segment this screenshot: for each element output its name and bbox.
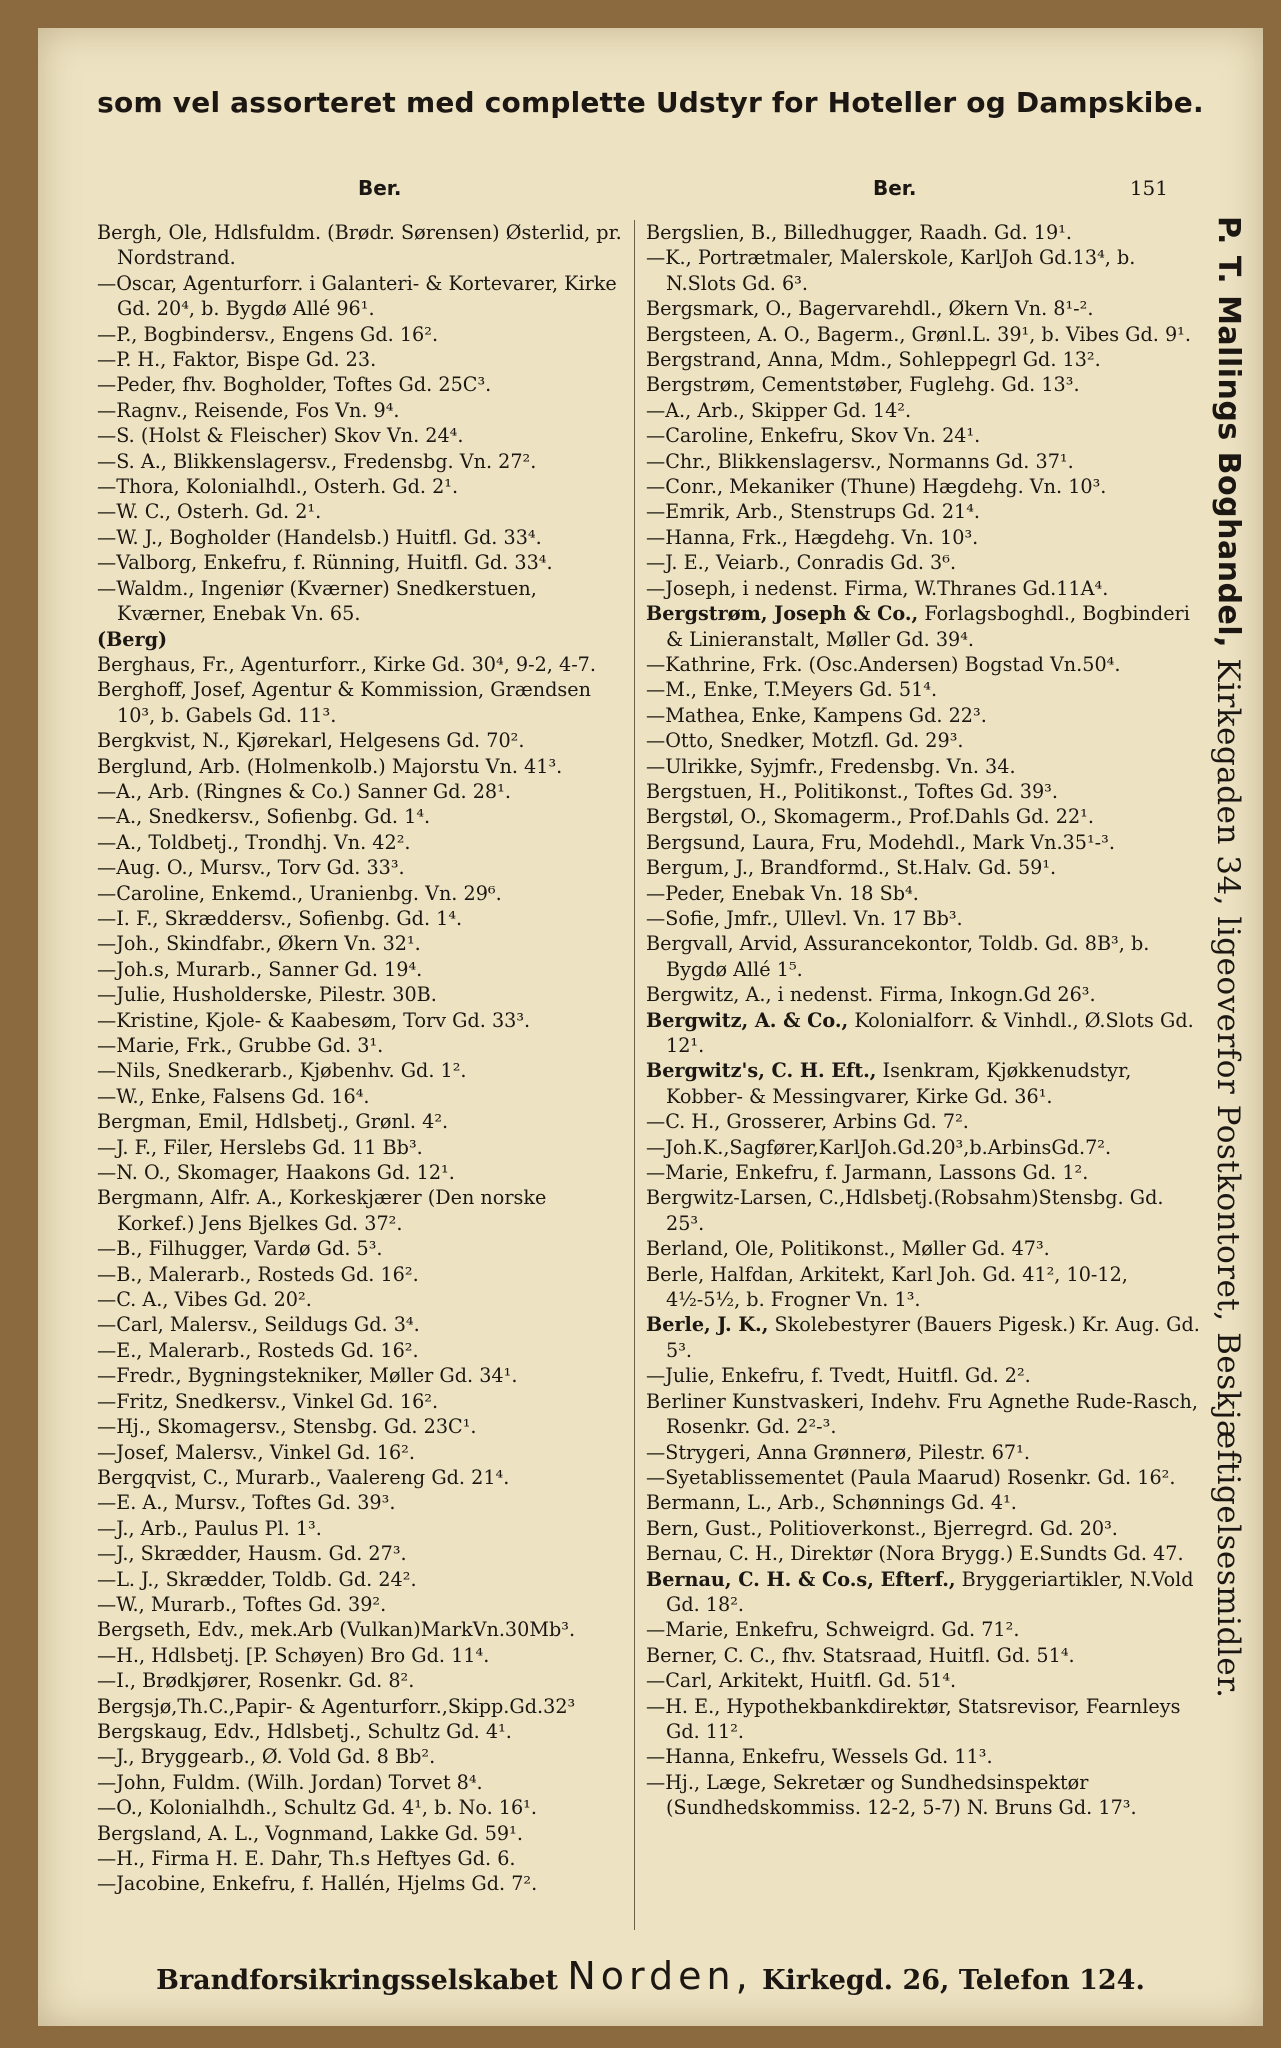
directory-entry: —Peder, Enebak Vn. 18 Sb⁴.: [646, 881, 919, 905]
directory-entry: —Caroline, Enkemd., Uranienbg. Vn. 29⁶.: [97, 881, 502, 905]
directory-entry: Bergwitz's, C. H. Eft., Isenkram, Kjøkkenudstyr, Kobber- & Messingvarer, Kirke Gd. 36¹.: [646, 1059, 1132, 1108]
directory-entry: Bergwitz, A. & Co., Kolonialforr. & Vinhdl., Ø.Slots Gd. 12¹.: [646, 1008, 1194, 1057]
side-ad-bookshop-name: P. T. Mallings Boghandel,: [1211, 216, 1246, 649]
bottom-ad-address: Kirkegd. 26, Telefon 124.: [752, 1965, 1145, 1996]
directory-entry: —Marie, Enkefru, f. Jarmann, Lassons Gd. 1².: [646, 1161, 1089, 1185]
directory-entry: Bergstuen, H., Politikonst., Toftes Gd. 39³.: [646, 779, 1058, 803]
directory-entry: Bergwitz, A., i nedenst. Firma, Inkogn.Gd 26³.: [646, 983, 1096, 1007]
directory-entry: Bergstrand, Anna, Mdm., Sohleppegrl Gd. 13².: [646, 348, 1101, 372]
top-advertisement-banner: som vel assorteret med complette Udstyr for Hoteller og Dampskibe.: [97, 86, 1204, 119]
directory-entry: —I. F., Skræddersv., Sofienbg. Gd. 1⁴.: [97, 906, 463, 930]
left-column: [97, 220, 627, 1897]
directory-entry: —J., Skrædder, Hausm. Gd. 27³.: [97, 1542, 407, 1566]
directory-entry: —P., Bogbindersv., Engens Gd. 16².: [97, 322, 439, 346]
directory-entry: —Marie, Frk., Grubbe Gd. 3¹.: [97, 1034, 384, 1057]
directory-entry: —Joseph, i nedenst. Firma, W.Thranes Gd.11A⁴.: [646, 576, 1109, 600]
directory-entry: Bergstrøm, Joseph & Co., Forlagsboghdl., Bogbinderi & Linieranstalt, Møller Gd. 39⁴.: [646, 602, 1190, 651]
entry-firm-name: Bergwitz's, C. H. Eft.,: [646, 1059, 877, 1083]
entry-firm-name: Bernau, C. H. & Co.s, Efterf.,: [646, 1567, 956, 1591]
directory-entry: —Fritz, Snedkersv., Vinkel Gd. 16².: [97, 1389, 439, 1413]
directory-entry: —B., Malerarb., Rosteds Gd. 16².: [97, 1262, 419, 1286]
directory-entry: —Sofie, Jmfr., Ullevl. Vn. 17 Bb³.: [646, 906, 963, 930]
directory-entry: —C. A., Vibes Gd. 20².: [97, 1288, 312, 1312]
directory-entry: —Chr., Blikkenslagersv., Normanns Gd. 37¹.: [646, 449, 1074, 473]
directory-entry: Bergstrøm, Cementstøber, Fuglehg. Gd. 13³.: [646, 373, 1080, 397]
directory-entry: —Joh.K.,Sagfører,KarlJoh.Gd.20³,b.ArbinsGd.7².: [646, 1135, 1112, 1159]
directory-entry: —W., Enke, Falsens Gd. 16⁴.: [97, 1084, 370, 1108]
directory-entry: —J. E., Veiarb., Conradis Gd. 3⁶.: [646, 551, 957, 575]
directory-entry: Bergskaug, Edv., Hdlsbetj., Schultz Gd. 4¹.: [97, 1719, 512, 1743]
directory-entry: —Kathrine, Frk. (Osc.Andersen) Bogstad Vn.50⁴.: [646, 652, 1121, 676]
directory-entry: Bergvall, Arvid, Assurancekontor, Toldb. Gd. 8B³, b. Bygdø Allé 1⁵.: [646, 932, 1150, 981]
directory-entry: —Hj., Skomagersv., Stensbg. Gd. 23C¹.: [97, 1415, 477, 1439]
directory-entry: Bergsmark, O., Bagervarehdl., Økern Vn. 8¹-².: [646, 297, 1094, 321]
bottom-ad-brand: Norden,: [567, 1954, 753, 1998]
directory-entry: Berghoff, Josef, Agentur & Kommission, Grændsen 10³, b. Gabels Gd. 11³.: [97, 678, 591, 727]
directory-entry: —Peder, fhv. Bogholder, Toftes Gd. 25C³.: [97, 373, 492, 397]
directory-entry: Bergsund, Laura, Fru, Modehdl., Mark Vn.35¹-³.: [646, 830, 1115, 854]
directory-entry: —O., Kolonialhdh., Schultz Gd. 4¹, b. No. 16¹.: [97, 1796, 537, 1820]
directory-entry: —Josef, Malersv., Vinkel Gd. 16².: [97, 1440, 415, 1464]
right-column-header: Ber.: [873, 176, 917, 200]
directory-entry: —Kristine, Kjole- & Kaabesøm, Torv Gd. 33³.: [97, 1008, 531, 1032]
directory-entry: —P. H., Faktor, Bispe Gd. 23.: [97, 348, 377, 372]
entry-firm-name: Bergstrøm, Joseph & Co.,: [646, 602, 919, 626]
directory-entry: —Thora, Kolonialhdl., Osterh. Gd. 2¹.: [97, 475, 459, 499]
directory-entry: —Julie, Husholderske, Pilestr. 30B.: [97, 983, 437, 1007]
directory-entry: —Otto, Snedker, Motzfl. Gd. 29³.: [646, 729, 964, 753]
directory-entry: —E. A., Mursv., Toftes Gd. 39³.: [97, 1491, 396, 1515]
directory-entry: —A., Snedkersv., Sofienbg. Gd. 1⁴.: [97, 805, 431, 829]
directory-entry: Berglund, Arb. (Holmenkolb.) Majorstu Vn. 41³.: [97, 754, 563, 778]
directory-entry: —S. A., Blikkenslagersv., Fredensbg. Vn. 27².: [97, 449, 537, 473]
directory-entry: —W., Murarb., Toftes Gd. 39².: [97, 1592, 387, 1616]
directory-entry: —Conr., Mekaniker (Thune) Hægdehg. Vn. 10³.: [646, 475, 1107, 499]
directory-entry: —L. J., Skrædder, Toldb. Gd. 24².: [97, 1567, 417, 1591]
side-ad-details: Kirkegaden 34, ligeoverfor Postkontoret, Beskjæftigelsesmidler.: [1210, 648, 1246, 1699]
directory-entry: Bergkvist, N., Kjørekarl, Helgesens Gd. 70².: [97, 729, 525, 753]
entry-firm-name: Berle, J. K.,: [646, 1313, 769, 1337]
directory-entry: Bern, Gust., Politioverkonst., Bjerregrd. Gd. 20³.: [646, 1516, 1118, 1540]
directory-entry: Bergwitz-Larsen, C.,Hdlsbetj.(Robsahm)Stensbg. Gd. 25³.: [646, 1186, 1164, 1235]
directory-entry: —C. H., Grosserer, Arbins Gd. 7².: [646, 1110, 969, 1134]
directory-entry: —Carl, Malersv., Seildugs Gd. 3⁴.: [97, 1313, 420, 1337]
directory-entry: —W. C., Osterh. Gd. 2¹.: [97, 500, 322, 524]
directory-entry: Berle, Halfdan, Arkitekt, Karl Joh. Gd. 41², 10-12, 4½-5½, b. Frogner Vn. 1³.: [646, 1262, 1128, 1312]
directory-entry: —J., Arb., Paulus Pl. 1³.: [97, 1516, 322, 1540]
directory-entry: —Syetablissementet (Paula Maarud) Rosenkr. Gd. 16².: [646, 1465, 1176, 1489]
directory-page: [38, 28, 1263, 2026]
directory-entry: —A., Toldbetj., Trondhj. Vn. 42².: [97, 830, 411, 854]
directory-entry: Berland, Ole, Politikonst., Møller Gd. 47³.: [646, 1237, 1050, 1261]
directory-entry: —Joh.s, Murarb., Sanner Gd. 19⁴.: [97, 957, 423, 981]
directory-entry: —Hj., Læge, Sekretær og Sundhedsinspektør (Sundhedskommiss. 12-2, 5-7) N. Bruns Gd. 17³.: [646, 1770, 1137, 1820]
directory-entry: Berle, J. K., Skolebestyrer (Bauers Pigesk.) Kr. Aug. Gd. 5³.: [646, 1313, 1200, 1362]
directory-entry: —Emrik, Arb., Stenstrups Gd. 21⁴.: [646, 500, 981, 524]
directory-entry: Bergh, Ole, Hdlsfuldm. (Brødr. Sørensen) Østerlid, pr. Nordstrand.: [97, 221, 622, 270]
directory-entry: —Hanna, Enkefru, Wessels Gd. 11³.: [646, 1745, 993, 1769]
directory-entry: —Julie, Enkefru, f. Tvedt, Huitfl. Gd. 2².: [646, 1364, 1031, 1388]
directory-entry: Berner, C. C., fhv. Statsraad, Huitfl. Gd. 51⁴.: [646, 1643, 1075, 1667]
left-column-header: Ber.: [358, 176, 402, 200]
directory-entry: —Ulrikke, Syjmfr., Fredensbg. Vn. 34.: [646, 754, 1016, 778]
directory-entry: —J., Bryggearb., Ø. Vold Gd. 8 Bb².: [97, 1745, 436, 1769]
directory-entry: —H. E., Hypothekbankdirektør, Statsrevisor, Fearnleys Gd. 11².: [646, 1694, 1181, 1743]
directory-entry: —Waldm., Ingeniør (Kværner) Snedkerstuen, Kværner, Enebak Vn. 65.: [97, 576, 537, 626]
directory-entry: —W. J., Bogholder (Handelsb.) Huitfl. Gd. 33⁴.: [97, 525, 542, 549]
directory-entry: —Oscar, Agenturforr. i Galanteri- & Kortevarer, Kirke Gd. 20⁴, b. Bygdø Allé 96¹.: [97, 271, 617, 321]
side-advertisement: [1198, 216, 1256, 1986]
directory-entry: —A., Arb., Skipper Gd. 14².: [646, 398, 912, 422]
bottom-advertisement-banner: [38, 1954, 1263, 1998]
directory-entry: —Fredr., Bygningstekniker, Møller Gd. 34¹.: [97, 1364, 518, 1388]
directory-entry: —N. O., Skomager, Haakons Gd. 12¹.: [97, 1161, 455, 1185]
directory-entry: —J. F., Filer, Herslebs Gd. 11 Bb³.: [97, 1135, 423, 1159]
directory-entry: —Marie, Enkefru, Schweigrd. Gd. 71².: [646, 1618, 1020, 1642]
directory-entry: —Nils, Snedkerarb., Kjøbenhv. Gd. 1².: [97, 1059, 467, 1083]
side-advertisement-text: [1208, 216, 1248, 1698]
directory-entry: —Ragnv., Reisende, Fos Vn. 9⁴.: [97, 398, 400, 422]
entry-firm-name: Bergwitz, A. & Co.,: [646, 1008, 849, 1032]
directory-entry: Bergqvist, C., Murarb., Vaalereng Gd. 21⁴.: [97, 1465, 510, 1489]
directory-entry: Bernau, C. H. & Co.s, Efterf., Bryggeriartikler, N.Vold Gd. 18².: [646, 1567, 1194, 1616]
directory-entry: —E., Malerarb., Rosteds Gd. 16².: [97, 1338, 419, 1362]
directory-entry: —Carl, Arkitekt, Huitfl. Gd. 51⁴.: [646, 1669, 957, 1693]
directory-entry: —K., Portrætmaler, Malerskole, KarlJoh Gd.13⁴, b. N.Slots Gd. 6³.: [646, 246, 1136, 295]
directory-entry: —H., Firma H. E. Dahr, Th.s Heftyes Gd. 6.: [97, 1847, 516, 1870]
directory-entry: —A., Arb. (Ringnes & Co.) Sanner Gd. 28¹.: [97, 779, 511, 803]
directory-entry: —Hanna, Frk., Hægdehg. Vn. 10³.: [646, 525, 979, 549]
directory-entry: Bergum, J., Brandformd., St.Halv. Gd. 59¹.: [646, 856, 1057, 880]
directory-entry: —Caroline, Enkefru, Skov Vn. 24¹.: [646, 424, 981, 448]
directory-entry: —Aug. O., Mursv., Torv Gd. 33³.: [97, 856, 405, 880]
page-number: 151: [1129, 176, 1168, 200]
directory-entry: Berliner Kunstvaskeri, Indehv. Fru Agnethe Rude-Rasch, Rosenkr. Gd. 2²-³.: [646, 1389, 1198, 1439]
directory-entry: Bergmann, Alfr. A., Korkeskjærer (Den norske Korkef.) Jens Bjelkes Gd. 37².: [97, 1186, 547, 1235]
directory-entry: —Jacobine, Enkefru, f. Hallén, Hjelms Gd. 7².: [97, 1872, 538, 1896]
directory-entry: Bergman, Emil, Hdlsbetj., Grønl. 4².: [97, 1110, 449, 1134]
directory-entry: Bergstøl, O., Skomagerm., Prof.Dahls Gd. 22¹.: [646, 805, 1094, 829]
directory-entry: —I., Brødkjører, Rosenkr. Gd. 8².: [97, 1669, 415, 1693]
directory-entry: —B., Filhugger, Vardø Gd. 5³.: [97, 1237, 383, 1261]
directory-entry: Bergslien, B., Billedhugger, Raadh. Gd. 19¹.: [646, 221, 1073, 244]
directory-entry: Bernau, C. H., Direktør (Nora Brygg.) E.Sundts Gd. 47.: [646, 1542, 1184, 1566]
directory-entry: Bermann, L., Arb., Schønnings Gd. 4¹.: [646, 1491, 1017, 1515]
bottom-ad-company: Brandforsikringsselskabet: [156, 1965, 568, 1996]
directory-entry: —Strygeri, Anna Grønnerø, Pilestr. 67¹.: [646, 1440, 1030, 1464]
directory-entry: —S. (Holst & Fleischer) Skov Vn. 24⁴.: [97, 424, 464, 448]
directory-entry: Bergsjø,Th.C.,Papir- & Agenturforr.,Skipp.Gd.32³: [97, 1694, 576, 1718]
directory-entry: Bergseth, Edv., mek.Arb (Vulkan)MarkVn.30Mb³.: [97, 1618, 576, 1642]
right-column: [646, 220, 1206, 1821]
directory-entry: —Joh., Skindfabr., Økern Vn. 32¹.: [97, 932, 421, 956]
directory-entry: —M., Enke, T.Meyers Gd. 51⁴.: [646, 678, 938, 702]
directory-entry: Berghaus, Fr., Agenturforr., Kirke Gd. 30⁴, 9-2, 4-7.: [97, 652, 596, 676]
directory-entry: —H., Hdlsbetj. [P. Schøyen) Bro Gd. 11⁴.: [97, 1643, 490, 1667]
directory-entry: Bergsteen, A. O., Bagerm., Grønl.L. 39¹, b. Vibes Gd. 9¹.: [646, 322, 1191, 346]
directory-entry: (Berg): [97, 627, 168, 651]
directory-entry: —Valborg, Enkefru, f. Rünning, Huitfl. Gd. 33⁴.: [97, 551, 553, 575]
column-divider: [634, 220, 635, 1930]
directory-entry: Bergsland, A. L., Vognmand, Lakke Gd. 59¹.: [97, 1821, 523, 1845]
directory-entry: —John, Fuldm. (Wilh. Jordan) Torvet 8⁴.: [97, 1770, 483, 1794]
directory-entry: —Mathea, Enke, Kampens Gd. 22³.: [646, 703, 987, 727]
